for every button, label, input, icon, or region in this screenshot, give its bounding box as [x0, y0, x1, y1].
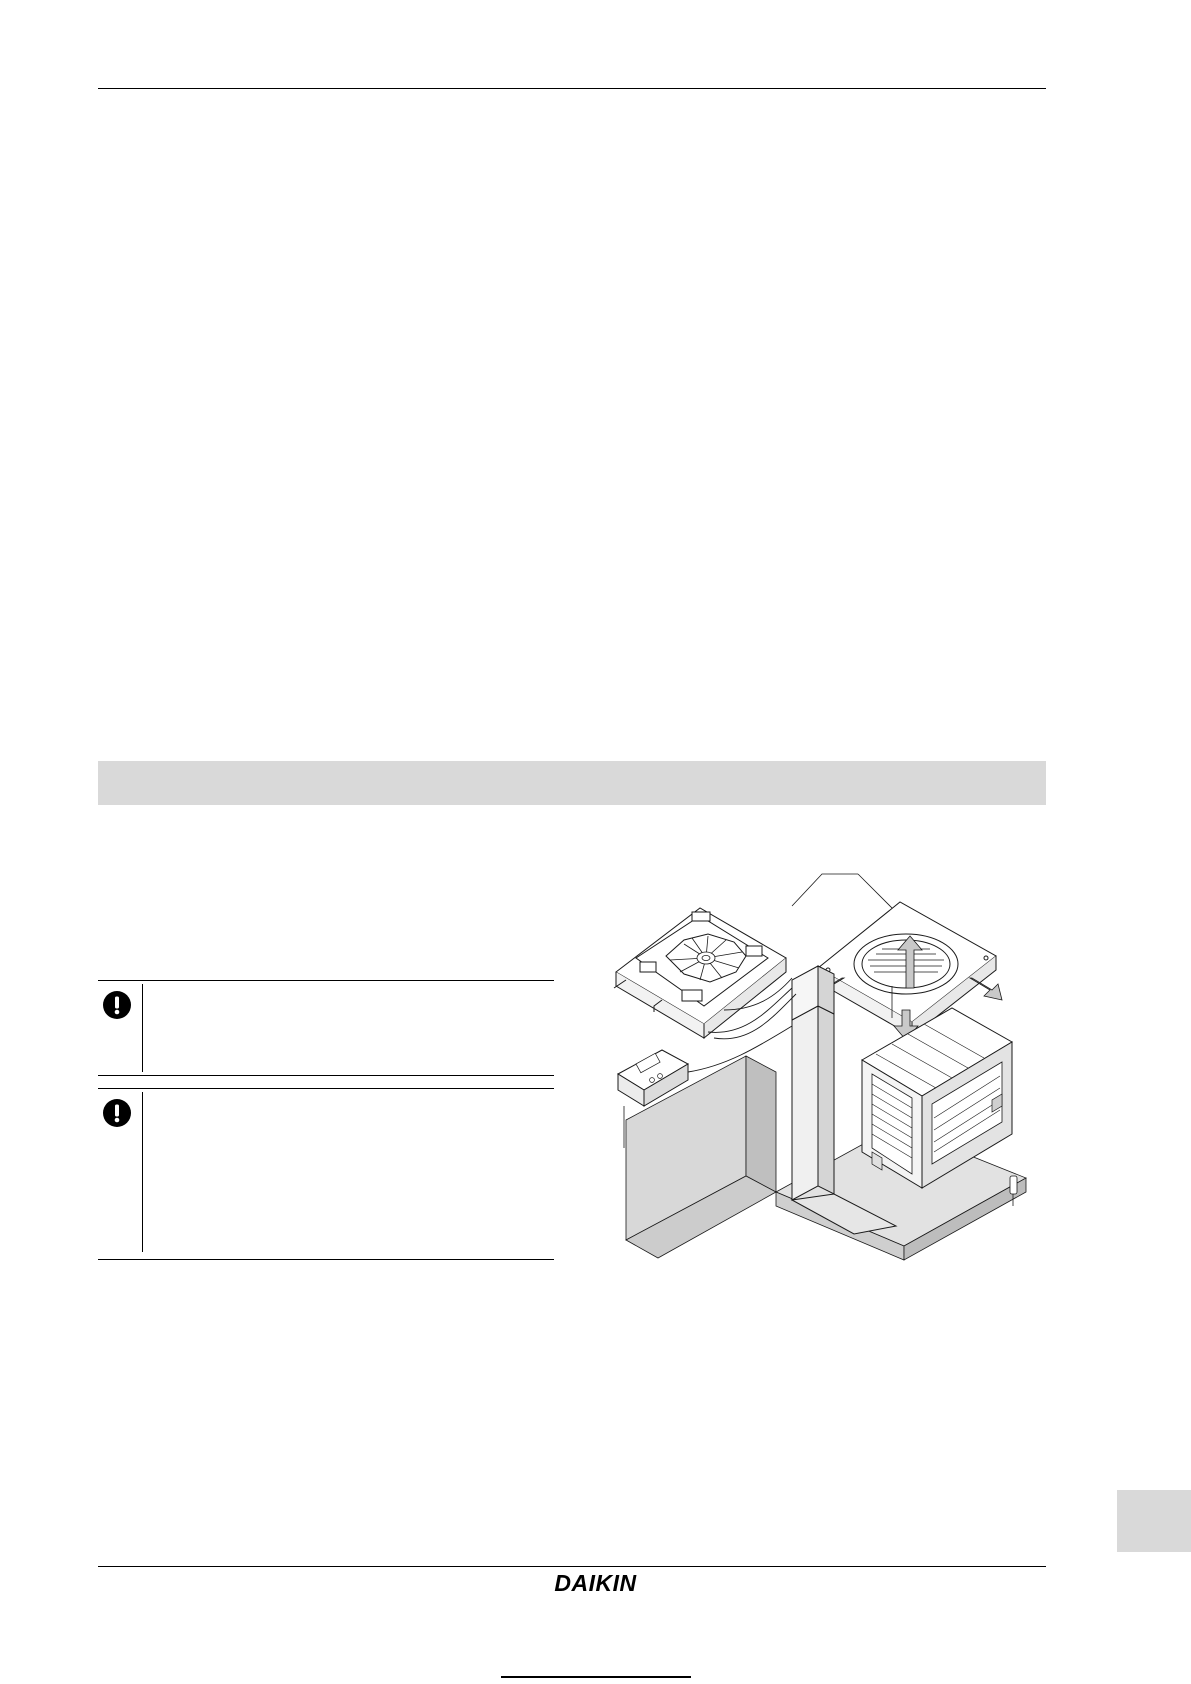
notice-box-2: [98, 1088, 554, 1260]
section-heading-band: [98, 761, 1046, 805]
notice-2-vertical-rule: [142, 1092, 143, 1252]
notice-1-vertical-rule: [142, 984, 143, 1072]
daikin-logo: DAIKIN: [554, 1570, 637, 1596]
drain-socket-detail: [1010, 1176, 1017, 1206]
bottom-crop-marker: [501, 1676, 691, 1678]
notice-1-top-rule: [98, 980, 554, 981]
notice-1-bottom-rule: [98, 1075, 554, 1076]
notice-box-1: [98, 980, 554, 1076]
footer-divider: [98, 1566, 1046, 1567]
notice-exclamation-icon: [102, 990, 132, 1020]
figure-leader-lines: [792, 874, 896, 912]
indoor-unit-drawing: [614, 908, 786, 1038]
notice-2-top-rule: [98, 1088, 554, 1089]
page-number-tab: [1117, 1490, 1191, 1552]
notice-2-bottom-rule: [98, 1259, 554, 1260]
decoration-panel-drawing: [812, 902, 1002, 1040]
notice-exclamation-icon: [102, 1098, 132, 1128]
header-divider: [98, 88, 1046, 89]
system-overview-figure: [596, 860, 1056, 1280]
